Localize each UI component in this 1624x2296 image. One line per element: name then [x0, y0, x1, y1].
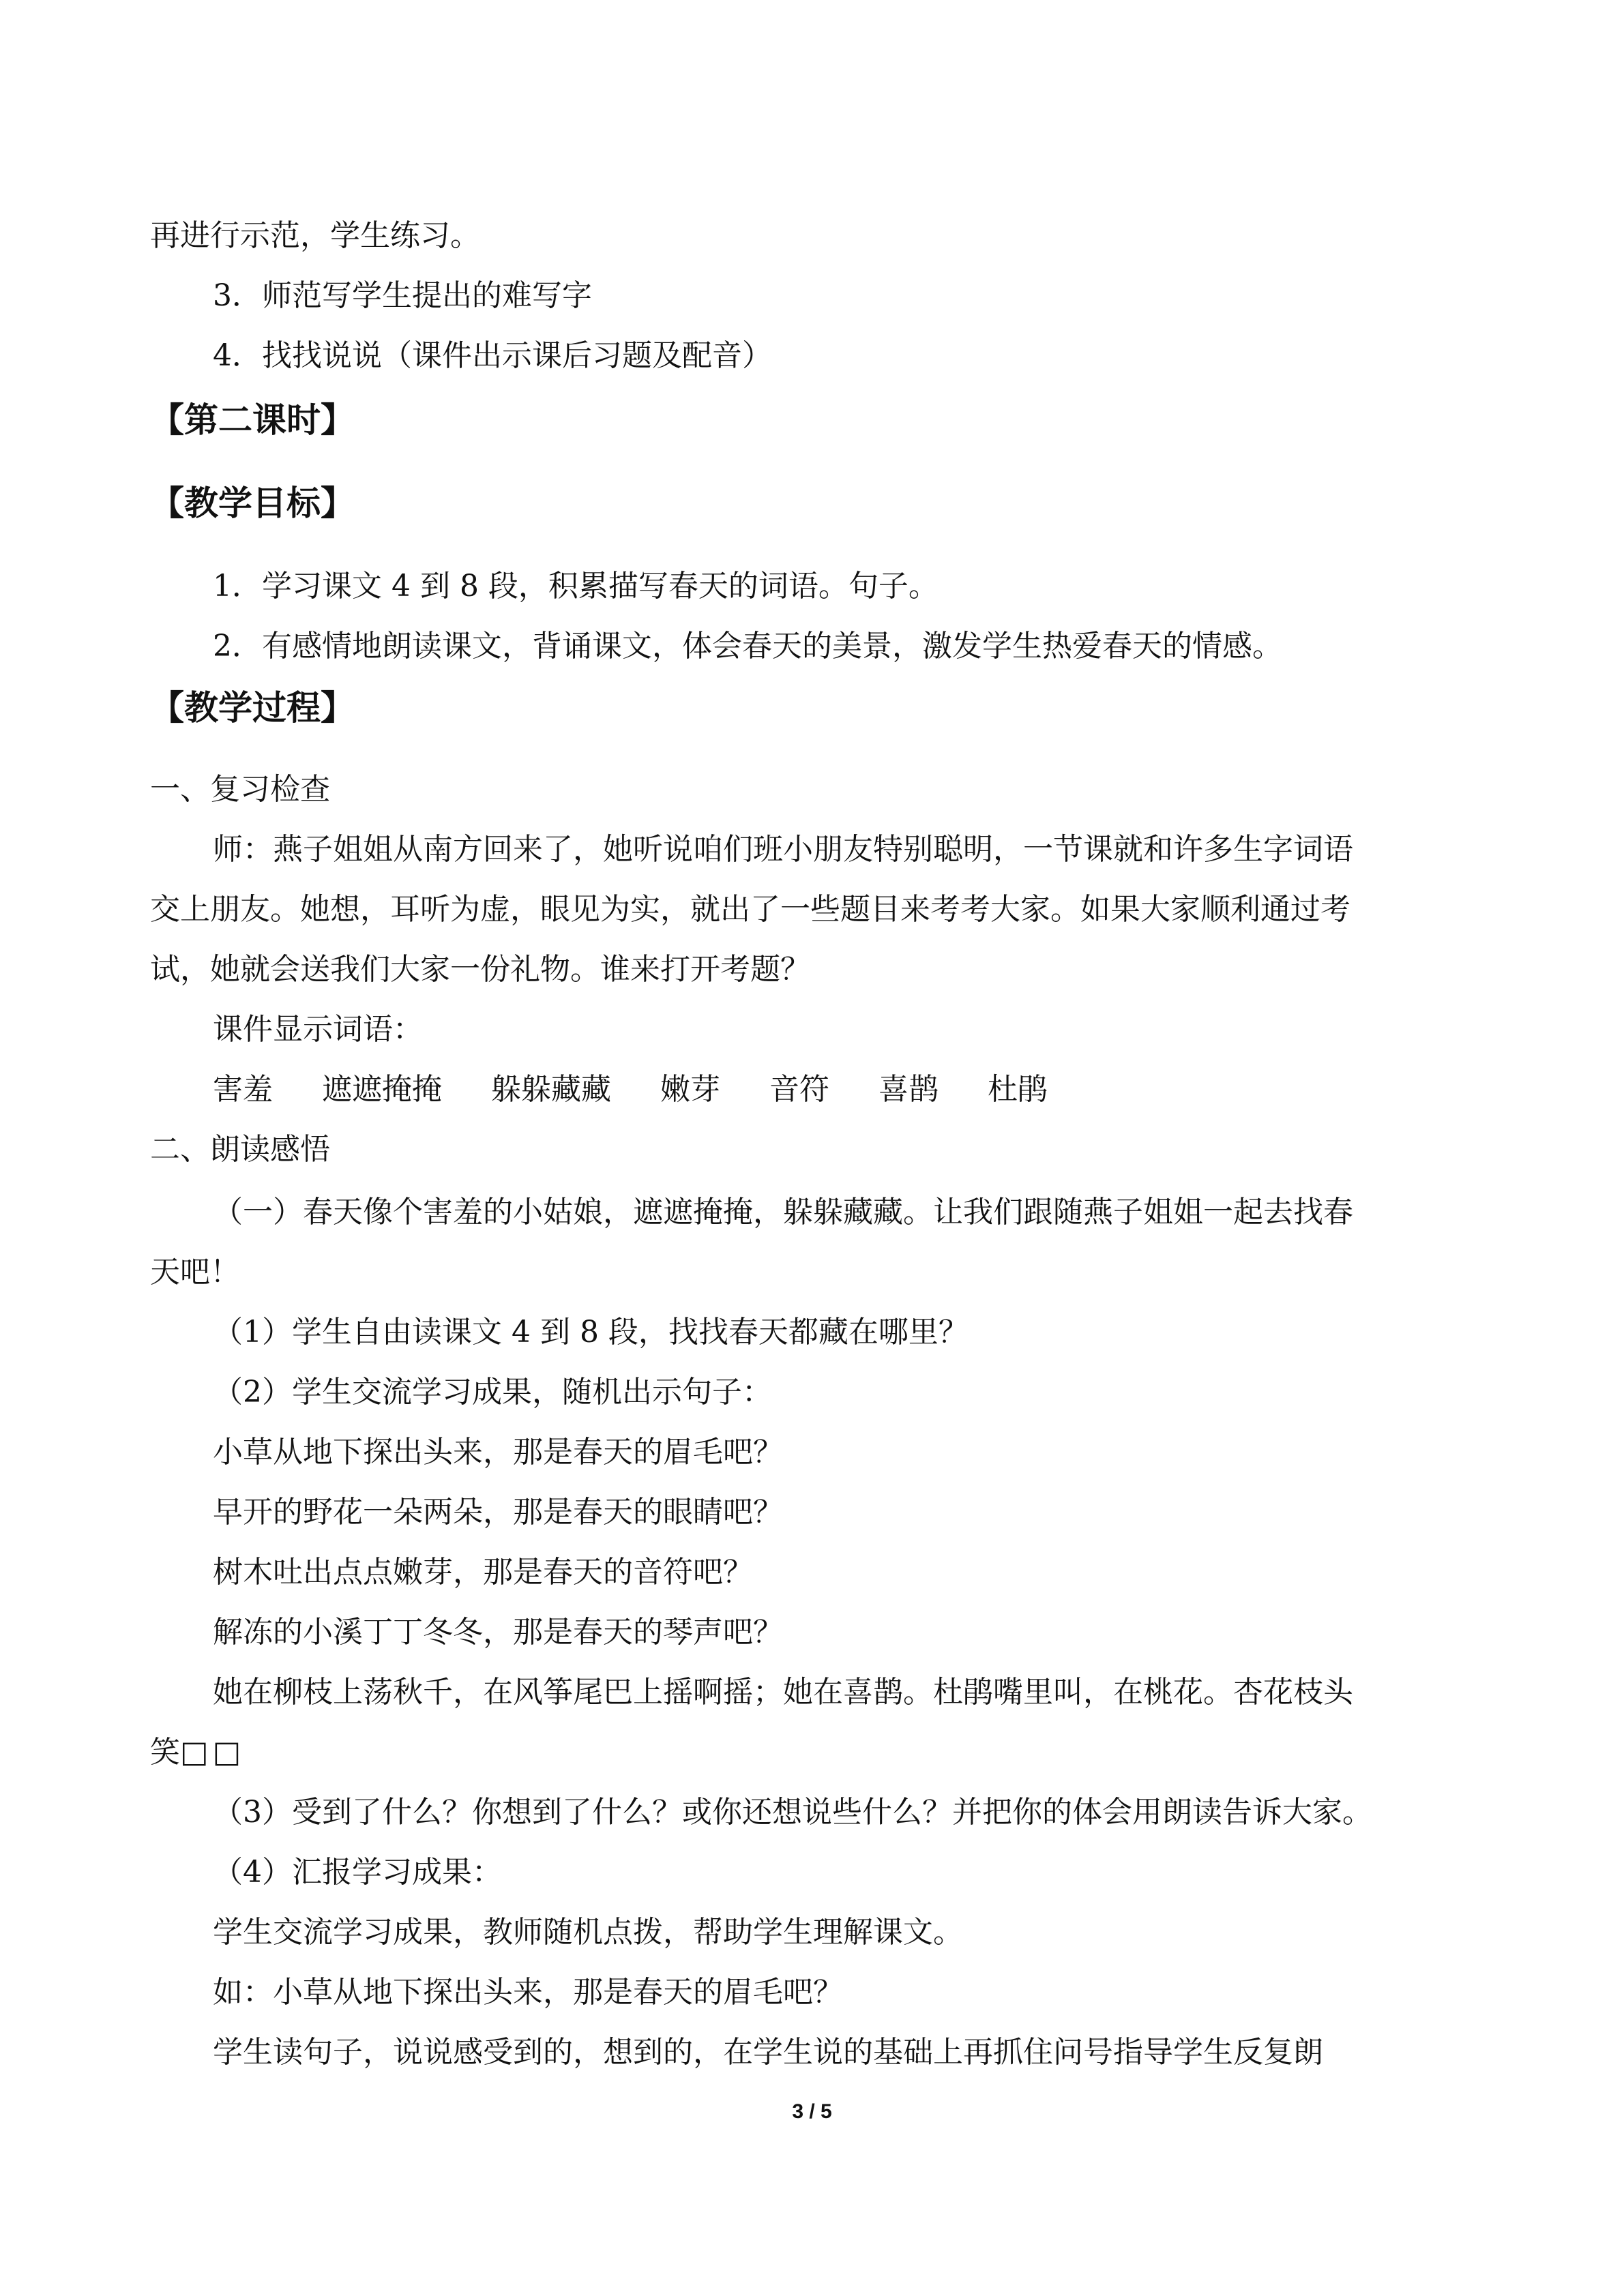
text-line: 1．学习课文 4 到 8 段，积累描写春天的词语。句子。: [213, 569, 939, 603]
subsection-title: 一、复习检查: [150, 772, 330, 807]
quote-text: 笑: [150, 1735, 180, 1770]
vocab-word: 嫩芽: [660, 1072, 720, 1107]
quote-line: 早开的野花一朵两朵，那是春天的眼睛吧？: [213, 1495, 783, 1530]
text-line: （1）学生自由读课文 4 到 8 段，找找春天都藏在哪里？: [213, 1315, 969, 1350]
section-heading: 【教学过程】: [150, 688, 355, 728]
vocab-word: 躲躲藏藏: [491, 1072, 611, 1107]
text-line: 2．有感情地朗读课文，背诵课文，体会春天的美景，激发学生热爱春天的情感。: [213, 629, 1282, 664]
vocab-word: 杜鹃: [988, 1072, 1048, 1107]
text-line: 4．找找说说（课件出示课后习题及配音）: [213, 338, 772, 373]
text-line: 如：小草从地下探出头来，那是春天的眉毛吧？: [213, 1975, 843, 2010]
text-line: 课件显示词语：: [213, 1012, 423, 1047]
text-line: （4）汇报学习成果：: [213, 1855, 502, 1890]
text-line: 交上朋友。她想，耳听为虚，眼见为实，就出了一些题目来考考大家。如果大家顺利通过考: [150, 892, 1350, 927]
text-line: （3）受到了什么？你想到了什么？或你还想说些什么？并把你的体会用朗读告诉大家。: [213, 1795, 1372, 1830]
missing-glyph-boxes: □□: [180, 1735, 246, 1770]
vocab-word: 遮遮掩掩: [322, 1072, 442, 1107]
text-line: 再进行示范，学生练习。: [150, 218, 480, 253]
vocab-word: 喜鹊: [879, 1072, 939, 1107]
text-line: （2）学生交流学习成果，随机出示句子：: [213, 1375, 772, 1410]
quote-line: 树木吐出点点嫩芽，那是春天的音符吧？: [213, 1555, 753, 1590]
text-line: 学生交流学习成果，教师随机点拨，帮助学生理解课文。: [213, 1915, 963, 1950]
text-line: （一）春天像个害羞的小姑娘，遮遮掩掩，躲躲藏藏。让我们跟随燕子姐姐一起去找春: [213, 1195, 1353, 1229]
quote-line: [150, 1732, 245, 1773]
vocab-word: 音符: [769, 1072, 829, 1107]
text-line: 3．师范写学生提出的难写字: [213, 278, 592, 313]
text-line: 试，她就会送我们大家一份礼物。谁来打开考题？: [150, 952, 810, 987]
text-line: 学生读句子，说说感受到的，想到的，在学生说的基础上再抓住问号指导学生反复朗: [213, 2035, 1323, 2070]
page-number: 3 / 5: [792, 2100, 832, 2123]
text-line: 天吧！: [150, 1255, 240, 1289]
quote-line: 小草从地下探出头来，那是春天的眉毛吧？: [213, 1435, 783, 1470]
subsection-title: 二、朗读感悟: [150, 1132, 330, 1167]
section-heading: 【教学目标】: [150, 483, 355, 523]
text-line: 师：燕子姐姐从南方回来了，她听说咱们班小朋友特别聪明，一节课就和许多生字词语: [213, 832, 1353, 867]
quote-line: 她在柳枝上荡秋千，在风筝尾巴上摇啊摇；她在喜鹊。杜鹃嘴里叫，在桃花。杏花枝头: [213, 1675, 1353, 1710]
vocab-word: 害羞: [213, 1072, 273, 1107]
section-heading: 【第二课时】: [150, 400, 355, 440]
word-list: [213, 1069, 1097, 1110]
quote-line: 解冻的小溪丁丁冬冬，那是春天的琴声吧？: [213, 1615, 783, 1650]
